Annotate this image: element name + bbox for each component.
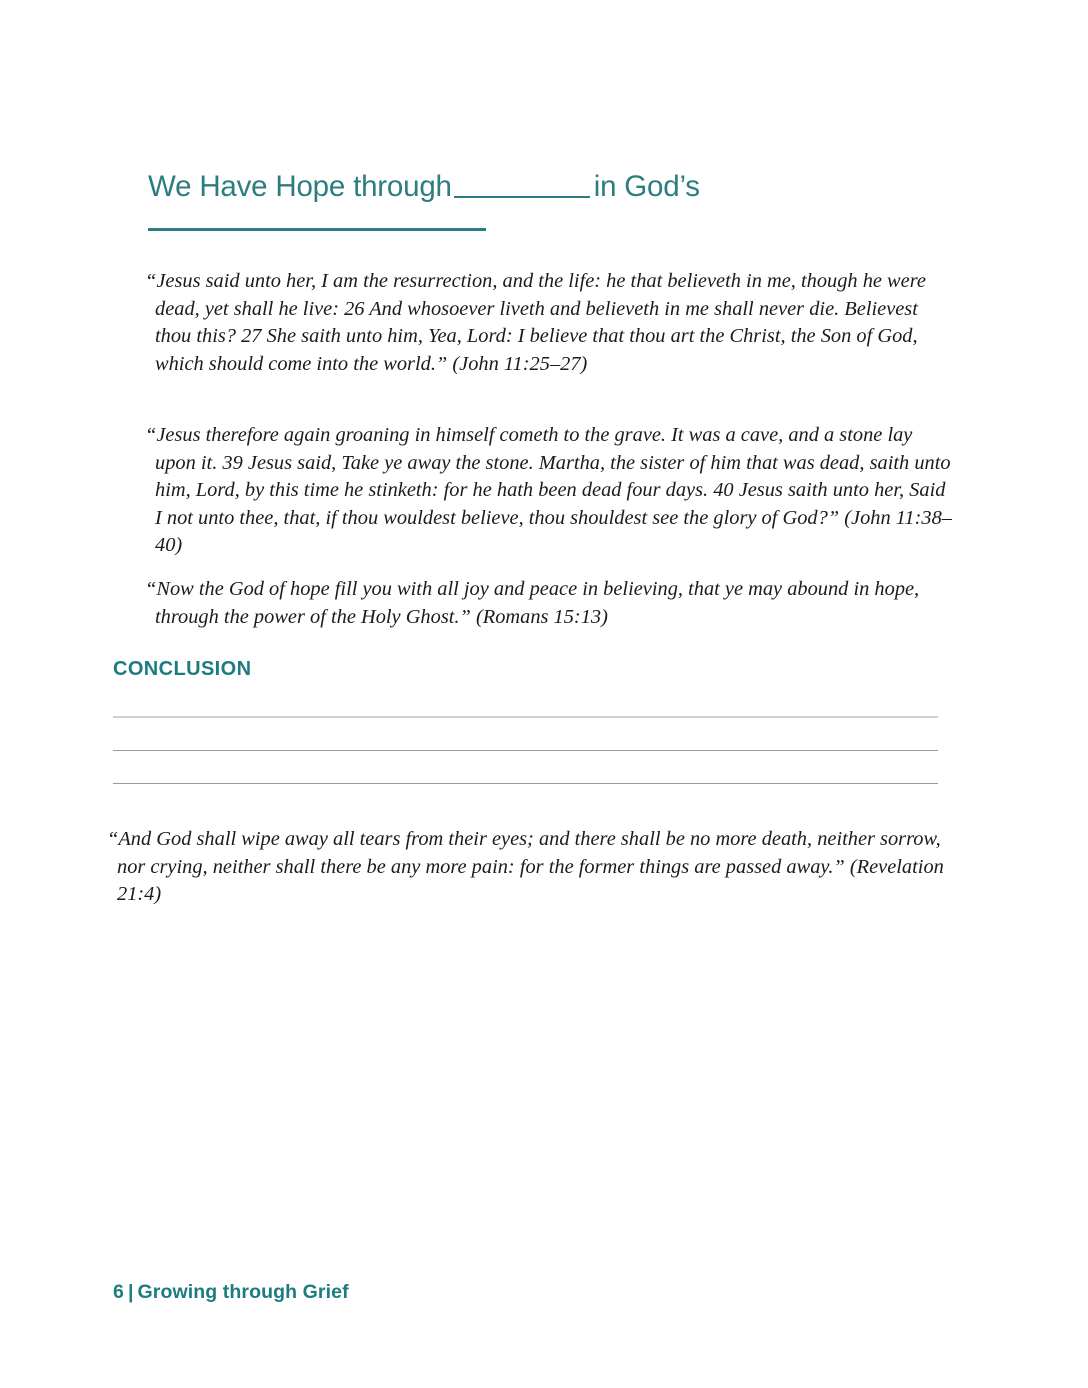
answer-lines-group: [113, 716, 938, 816]
answer-line[interactable]: [113, 783, 938, 784]
fill-in-blank-rule-line-2[interactable]: [148, 228, 486, 231]
scripture-quote: “Jesus said unto her, I am the resurrection, and the life: he that believeth in me, though he were dead, yet shall he live: 26 And whosoever liveth and believeth in me shall never die. Believest thou this? 27 She saith unto him, Yea, Lord: I believe that thou art the Christ, the Son of God, which should come into the world.” (John 11:25–27): [145, 270, 926, 375]
footer-separator: |: [127, 1281, 134, 1303]
page-title-line-1: [148, 166, 948, 208]
footer-book-title: Growing through Grief: [137, 1281, 349, 1303]
scripture-quote: “Jesus therefore again groaning in himself cometh to the grave. It was a cave, and a stone lay upon it. 39 Jesus said, Take ye away the stone. Martha, the sister of him that was dead, saith unto him, Lord, by this time he stinketh: for he hath been dead four days. 40 Jesus saith unto her, Said I not unto thee, that, if thou wouldest believe, thou shouldest see the glory of God?” (John 11:38–40): [145, 424, 953, 557]
fill-in-blank-inline[interactable]: [454, 196, 590, 198]
scripture-quote: “Now the God of hope fill you with all joy and peace in believing, that ye may abound in hope, through the power of the Holy Ghost.” (Romans 15:13): [145, 578, 920, 628]
scripture-quote: “And God shall wipe away all tears from their eyes; and there shall be no more death, neither sorrow, nor crying, neither shall there be any more pain: for the former things are passed away.” (Revelation 21:4): [107, 828, 944, 906]
answer-line[interactable]: [113, 750, 938, 751]
answer-line[interactable]: [113, 716, 938, 718]
footer-page-number: 6: [113, 1281, 124, 1303]
page-title-text-after-blank: in God’s: [593, 170, 700, 203]
page-title-block: [148, 166, 948, 231]
section-heading-conclusion: CONCLUSION: [113, 658, 252, 680]
page-title-text-before-blank: We Have Hope through: [148, 170, 452, 203]
page-footer: [113, 1281, 349, 1304]
